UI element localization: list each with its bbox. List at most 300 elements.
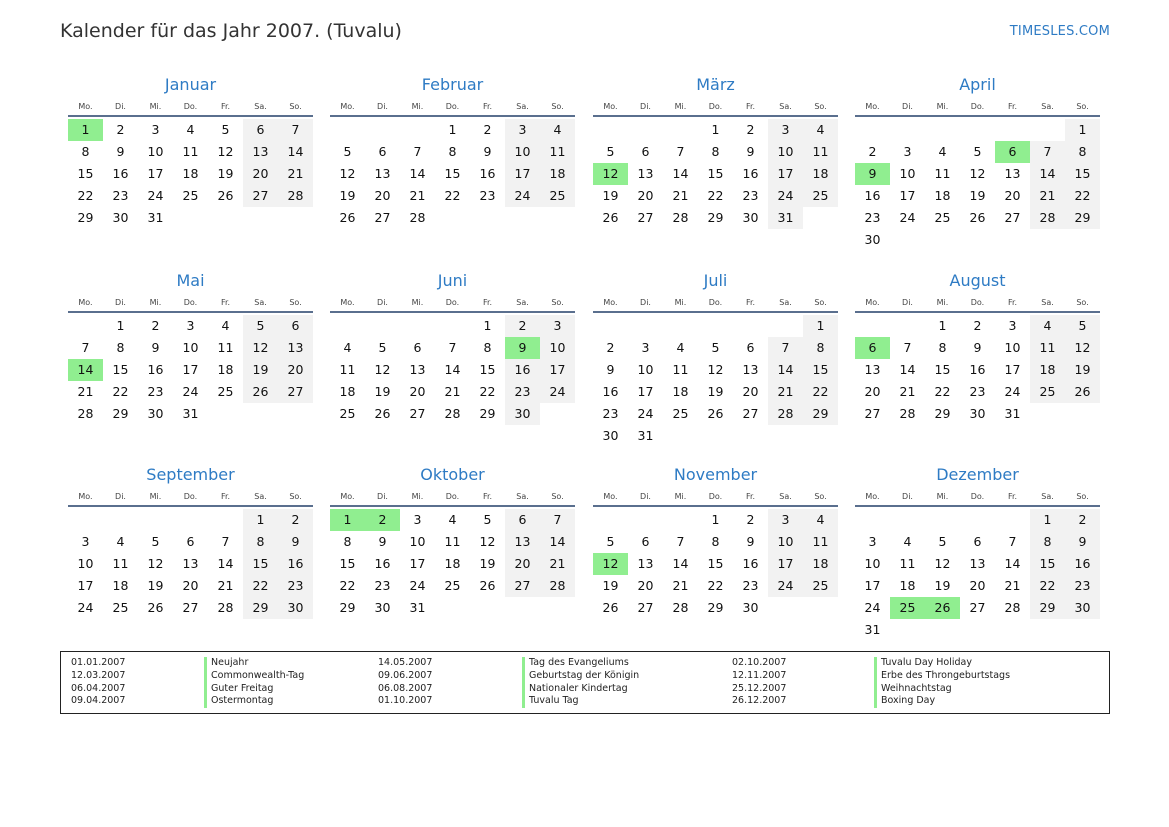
weekday-label: Sa. [779, 102, 792, 111]
day-cell: 11 [217, 340, 234, 355]
weekday-label: Do. [970, 492, 985, 501]
day-cell: 21 [540, 553, 575, 575]
day-cell: 24 [768, 575, 803, 597]
day-cell: 6 [855, 337, 890, 359]
day-cell: 24 [505, 185, 540, 207]
day-cell: 19 [602, 188, 619, 203]
day-cell: 5 [606, 534, 615, 549]
day-cell: 11 [899, 556, 916, 571]
empty-cell [803, 597, 838, 619]
day-cell: 7 [1030, 141, 1065, 163]
day-cell: 23 [742, 578, 759, 593]
empty-cell [925, 119, 960, 141]
day-cell: 22 [707, 188, 724, 203]
day-cell: 30 [278, 597, 313, 619]
day-cell: 17 [182, 362, 199, 377]
day-cell: 4 [116, 534, 125, 549]
day-cell: 14 [540, 531, 575, 553]
empty-cell [1030, 229, 1065, 251]
month-name: Juli [703, 271, 728, 290]
empty-cell [365, 119, 400, 141]
day-cell: 26 [479, 578, 496, 593]
empty-cell [103, 509, 138, 531]
day-cell: 21 [409, 188, 426, 203]
day-cell: 30 [1065, 597, 1100, 619]
day-cell: 1 [243, 509, 278, 531]
weekday-label: Di. [640, 102, 651, 111]
weekday-label: Mo. [78, 102, 93, 111]
day-cell: 13 [409, 362, 426, 377]
day-cell: 17 [899, 188, 916, 203]
day-cell: 12 [707, 362, 724, 377]
empty-cell [400, 119, 435, 141]
day-cell: 16 [602, 384, 619, 399]
weekday-label: Mo. [603, 102, 618, 111]
weekday-label: Di. [902, 492, 913, 501]
day-cell: 29 [479, 406, 496, 421]
day-cell: 4 [540, 119, 575, 141]
day-cell: 26 [243, 381, 278, 403]
day-cell: 22 [1030, 575, 1065, 597]
day-cell: 13 [637, 556, 654, 571]
day-cell: 25 [182, 188, 199, 203]
legend-holiday-name: Geburtstag der Königin [522, 670, 639, 683]
day-cell: 30 [602, 428, 619, 443]
day-cell: 2 [151, 318, 160, 333]
day-cell: 4 [676, 340, 685, 355]
weekday-label: So. [551, 298, 564, 307]
empty-cell [540, 597, 575, 619]
day-cell: 5 [606, 144, 615, 159]
empty-cell [698, 425, 733, 447]
day-cell: 16 [374, 556, 391, 571]
day-cell: 25 [1030, 381, 1065, 403]
empty-cell [540, 403, 575, 425]
empty-cell [890, 229, 925, 251]
empty-cell [663, 509, 698, 531]
month-name: Oktober [420, 465, 485, 484]
day-cell: 15 [1030, 553, 1065, 575]
day-cell: 2 [1065, 509, 1100, 531]
day-cell: 19 [602, 578, 619, 593]
month-name: Januar [164, 75, 217, 94]
day-cell: 22 [77, 188, 94, 203]
day-cell: 13 [374, 166, 391, 181]
day-cell: 5 [221, 122, 230, 137]
day-cell: 18 [182, 166, 199, 181]
day-cell: 23 [742, 188, 759, 203]
day-cell: 5 [151, 534, 160, 549]
day-cell: 15 [112, 362, 129, 377]
day-cell: 18 [803, 163, 838, 185]
day-cell: 19 [1065, 359, 1100, 381]
day-cell: 24 [540, 381, 575, 403]
day-cell: 8 [81, 144, 90, 159]
day-cell: 8 [116, 340, 125, 355]
day-cell: 13 [864, 362, 881, 377]
day-cell: 2 [365, 509, 400, 531]
day-cell: 23 [969, 384, 986, 399]
weekday-label: Mo. [865, 298, 880, 307]
day-cell: 1 [938, 318, 947, 333]
empty-cell [365, 315, 400, 337]
day-grid [593, 315, 838, 447]
day-cell: 7 [1008, 534, 1017, 549]
day-cell: 23 [505, 381, 540, 403]
weekday-label: So. [289, 492, 302, 501]
weekday-label: Di. [902, 102, 913, 111]
day-cell: 30 [742, 600, 759, 615]
day-cell: 7 [676, 534, 685, 549]
day-cell: 7 [448, 340, 457, 355]
holiday-legend [60, 651, 1110, 714]
legend-holiday-name: Erbe des Throngeburtstags [874, 670, 1010, 683]
day-cell: 3 [868, 534, 877, 549]
day-grid [68, 119, 313, 229]
day-cell: 30 [374, 600, 391, 615]
day-cell: 12 [969, 166, 986, 181]
weekday-header [593, 487, 838, 507]
day-cell: 7 [278, 119, 313, 141]
month-3 [593, 74, 838, 229]
empty-cell [855, 509, 890, 531]
day-cell: 16 [742, 556, 759, 571]
day-cell: 4 [938, 144, 947, 159]
day-cell: 5 [378, 340, 387, 355]
weekday-label: Do. [183, 492, 198, 501]
day-cell: 4 [186, 122, 195, 137]
day-cell: 16 [969, 362, 986, 377]
day-cell: 4 [803, 509, 838, 531]
weekday-header [593, 97, 838, 117]
day-cell: 5 [711, 340, 720, 355]
day-cell: 21 [77, 384, 94, 399]
day-cell: 22 [1065, 185, 1100, 207]
day-cell: 25 [217, 384, 234, 399]
weekday-header [855, 97, 1100, 117]
day-cell: 13 [505, 531, 540, 553]
day-cell: 20 [278, 359, 313, 381]
weekday-label: So. [289, 298, 302, 307]
day-cell: 27 [864, 406, 881, 421]
day-cell: 1 [711, 512, 720, 527]
day-cell: 19 [217, 166, 234, 181]
month-7 [593, 270, 838, 447]
day-cell: 29 [112, 406, 129, 421]
empty-cell [1030, 119, 1065, 141]
legend-holiday-name: Tuvalu Day Holiday [874, 657, 1010, 670]
weekday-label: Fr. [1007, 492, 1018, 501]
day-cell: 17 [768, 553, 803, 575]
weekday-label: Di. [115, 298, 126, 307]
day-cell: 5 [938, 534, 947, 549]
weekday-label: Fr. [482, 492, 493, 501]
weekday-label: Sa. [516, 492, 529, 501]
empty-cell [803, 425, 838, 447]
day-cell: 27 [505, 575, 540, 597]
day-cell: 9 [378, 534, 387, 549]
empty-cell [1065, 619, 1100, 641]
day-cell: 17 [768, 163, 803, 185]
month-name: Juni [437, 271, 468, 290]
weekday-label: Sa. [779, 298, 792, 307]
empty-cell [243, 207, 278, 229]
day-cell: 9 [116, 144, 125, 159]
month-8 [855, 270, 1100, 425]
weekday-label: Do. [183, 102, 198, 111]
legend-date: 12.11.2007 [732, 669, 787, 681]
legend-holiday-name: Guter Freitag [204, 683, 304, 696]
day-cell: 11 [934, 166, 951, 181]
month-1 [68, 74, 313, 229]
day-cell: 28 [278, 185, 313, 207]
day-cell: 27 [374, 210, 391, 225]
day-cell: 9 [855, 163, 890, 185]
weekday-label: Do. [445, 298, 460, 307]
month-12 [855, 464, 1100, 641]
month-name: Dezember [936, 465, 1019, 484]
day-cell: 13 [243, 141, 278, 163]
day-cell: 11 [444, 534, 461, 549]
day-cell: 8 [938, 340, 947, 355]
day-grid [855, 315, 1100, 425]
legend-holiday-name: Commonwealth-Tag [204, 670, 304, 683]
day-cell: 24 [182, 384, 199, 399]
day-cell: 16 [479, 166, 496, 181]
weekday-label: So. [1076, 492, 1089, 501]
day-cell: 6 [746, 340, 755, 355]
day-cell: 15 [803, 359, 838, 381]
day-cell: 2 [746, 122, 755, 137]
day-cell: 27 [278, 381, 313, 403]
day-cell: 28 [77, 406, 94, 421]
day-cell: 14 [217, 556, 234, 571]
legend-date: 26.12.2007 [732, 695, 787, 707]
day-cell: 22 [479, 384, 496, 399]
empty-cell [68, 315, 103, 337]
empty-cell [208, 207, 243, 229]
legend-holiday-name: Nationaler Kindertag [522, 683, 639, 696]
day-cell: 17 [1004, 362, 1021, 377]
day-cell: 9 [483, 144, 492, 159]
empty-cell [925, 509, 960, 531]
day-cell: 22 [934, 384, 951, 399]
day-cell: 1 [483, 318, 492, 333]
day-grid [855, 509, 1100, 641]
day-cell: 30 [864, 232, 881, 247]
weekday-label: Fr. [745, 102, 756, 111]
day-cell: 21 [672, 578, 689, 593]
weekday-label: Mo. [78, 492, 93, 501]
day-cell: 28 [1030, 207, 1065, 229]
day-cell: 19 [969, 188, 986, 203]
weekday-header [330, 487, 575, 507]
day-cell: 15 [444, 166, 461, 181]
day-cell: 9 [505, 337, 540, 359]
legend-date: 09.06.2007 [378, 669, 433, 681]
weekday-label: Fr. [220, 102, 231, 111]
day-cell: 26 [707, 406, 724, 421]
legend-date: 06.04.2007 [71, 682, 126, 694]
empty-cell [1030, 619, 1065, 641]
day-cell: 4 [221, 318, 230, 333]
month-10 [330, 464, 575, 619]
day-cell: 20 [243, 163, 278, 185]
weekday-label: Fr. [1007, 298, 1018, 307]
brand-link[interactable]: TIMESLES.COM [1009, 24, 1110, 39]
day-cell: 15 [339, 556, 356, 571]
day-cell: 17 [540, 359, 575, 381]
empty-cell [803, 207, 838, 229]
day-cell: 28 [1004, 600, 1021, 615]
day-cell: 15 [243, 553, 278, 575]
weekday-label: Mi. [149, 298, 162, 307]
day-cell: 18 [217, 362, 234, 377]
day-cell: 26 [969, 210, 986, 225]
day-cell: 14 [672, 166, 689, 181]
day-cell: 9 [746, 144, 755, 159]
empty-cell [768, 315, 803, 337]
day-cell: 16 [112, 166, 129, 181]
empty-cell [330, 315, 365, 337]
weekday-label: Mi. [674, 492, 687, 501]
empty-cell [138, 509, 173, 531]
day-cell: 9 [278, 531, 313, 553]
empty-cell [173, 207, 208, 229]
day-cell: 18 [444, 556, 461, 571]
day-cell: 1 [68, 119, 103, 141]
month-name: April [959, 75, 996, 94]
day-cell: 21 [899, 384, 916, 399]
month-name: Februar [421, 75, 484, 94]
day-cell: 20 [182, 578, 199, 593]
empty-cell [278, 403, 313, 425]
legend-date: 12.03.2007 [71, 669, 126, 681]
day-cell: 22 [444, 188, 461, 203]
day-cell: 3 [505, 119, 540, 141]
weekday-label: Mi. [936, 298, 949, 307]
day-cell: 21 [1004, 578, 1021, 593]
day-cell: 31 [864, 622, 881, 637]
day-cell: 9 [606, 362, 615, 377]
page-title: Kalender für das Jahr 2007. (Tuvalu) [60, 20, 402, 42]
day-cell: 12 [217, 144, 234, 159]
day-cell: 7 [768, 337, 803, 359]
day-cell: 7 [413, 144, 422, 159]
day-cell: 3 [540, 315, 575, 337]
legend-holiday-name: Neujahr [204, 657, 304, 670]
day-cell: 7 [676, 144, 685, 159]
day-cell: 12 [593, 553, 628, 575]
day-cell: 19 [479, 556, 496, 571]
day-cell: 3 [186, 318, 195, 333]
day-cell: 13 [742, 362, 759, 377]
day-cell: 24 [147, 188, 164, 203]
day-cell: 27 [637, 600, 654, 615]
day-cell: 18 [1030, 359, 1065, 381]
day-cell: 24 [637, 406, 654, 421]
day-cell: 2 [116, 122, 125, 137]
day-cell: 18 [672, 384, 689, 399]
month-2 [330, 74, 575, 229]
empty-cell [995, 509, 1030, 531]
day-cell: 14 [899, 362, 916, 377]
day-cell: 2 [746, 512, 755, 527]
weekday-label: So. [814, 492, 827, 501]
day-cell: 18 [803, 553, 838, 575]
weekday-label: Sa. [1041, 492, 1054, 501]
day-cell: 3 [151, 122, 160, 137]
day-cell: 19 [374, 384, 391, 399]
day-cell: 29 [707, 210, 724, 225]
weekday-label: Di. [115, 492, 126, 501]
day-cell: 29 [1065, 207, 1100, 229]
legend-date: 06.08.2007 [378, 682, 433, 694]
legend-date: 14.05.2007 [378, 657, 433, 668]
day-cell: 19 [339, 188, 356, 203]
weekday-header [68, 487, 313, 507]
day-cell: 13 [637, 166, 654, 181]
day-cell: 10 [899, 166, 916, 181]
empty-cell [768, 597, 803, 619]
day-cell: 10 [1004, 340, 1021, 355]
legend-holiday-name: Tuvalu Tag [522, 695, 639, 708]
day-cell: 11 [672, 362, 689, 377]
day-cell: 10 [182, 340, 199, 355]
empty-cell [855, 119, 890, 141]
day-cell: 9 [746, 534, 755, 549]
day-cell: 6 [243, 119, 278, 141]
day-cell: 21 [278, 163, 313, 185]
weekday-label: Mi. [936, 492, 949, 501]
day-cell: 22 [339, 578, 356, 593]
day-cell: 18 [540, 163, 575, 185]
day-cell: 20 [637, 188, 654, 203]
weekday-header [855, 487, 1100, 507]
day-cell: 1 [1065, 119, 1100, 141]
day-cell: 10 [768, 141, 803, 163]
empty-cell [698, 315, 733, 337]
day-cell: 16 [1065, 553, 1100, 575]
empty-cell [1065, 229, 1100, 251]
day-cell: 14 [768, 359, 803, 381]
day-cell: 14 [278, 141, 313, 163]
day-cell: 30 [147, 406, 164, 421]
day-cell: 2 [505, 315, 540, 337]
weekday-label: Di. [377, 492, 388, 501]
legend-holiday-name: Ostermontag [204, 695, 304, 708]
day-cell: 26 [147, 600, 164, 615]
day-cell: 3 [768, 119, 803, 141]
day-cell: 26 [339, 210, 356, 225]
empty-cell [890, 509, 925, 531]
day-cell: 23 [602, 406, 619, 421]
day-cell: 27 [409, 406, 426, 421]
day-cell: 12 [374, 362, 391, 377]
day-cell: 27 [243, 185, 278, 207]
day-cell: 20 [637, 578, 654, 593]
day-cell: 1 [116, 318, 125, 333]
empty-cell [540, 207, 575, 229]
day-grid [68, 315, 313, 425]
day-cell: 19 [147, 578, 164, 593]
weekday-label: Mi. [936, 102, 949, 111]
day-cell: 18 [112, 578, 129, 593]
day-cell: 12 [339, 166, 356, 181]
day-cell: 1 [803, 315, 838, 337]
day-cell: 14 [1004, 556, 1021, 571]
day-cell: 24 [1004, 384, 1021, 399]
